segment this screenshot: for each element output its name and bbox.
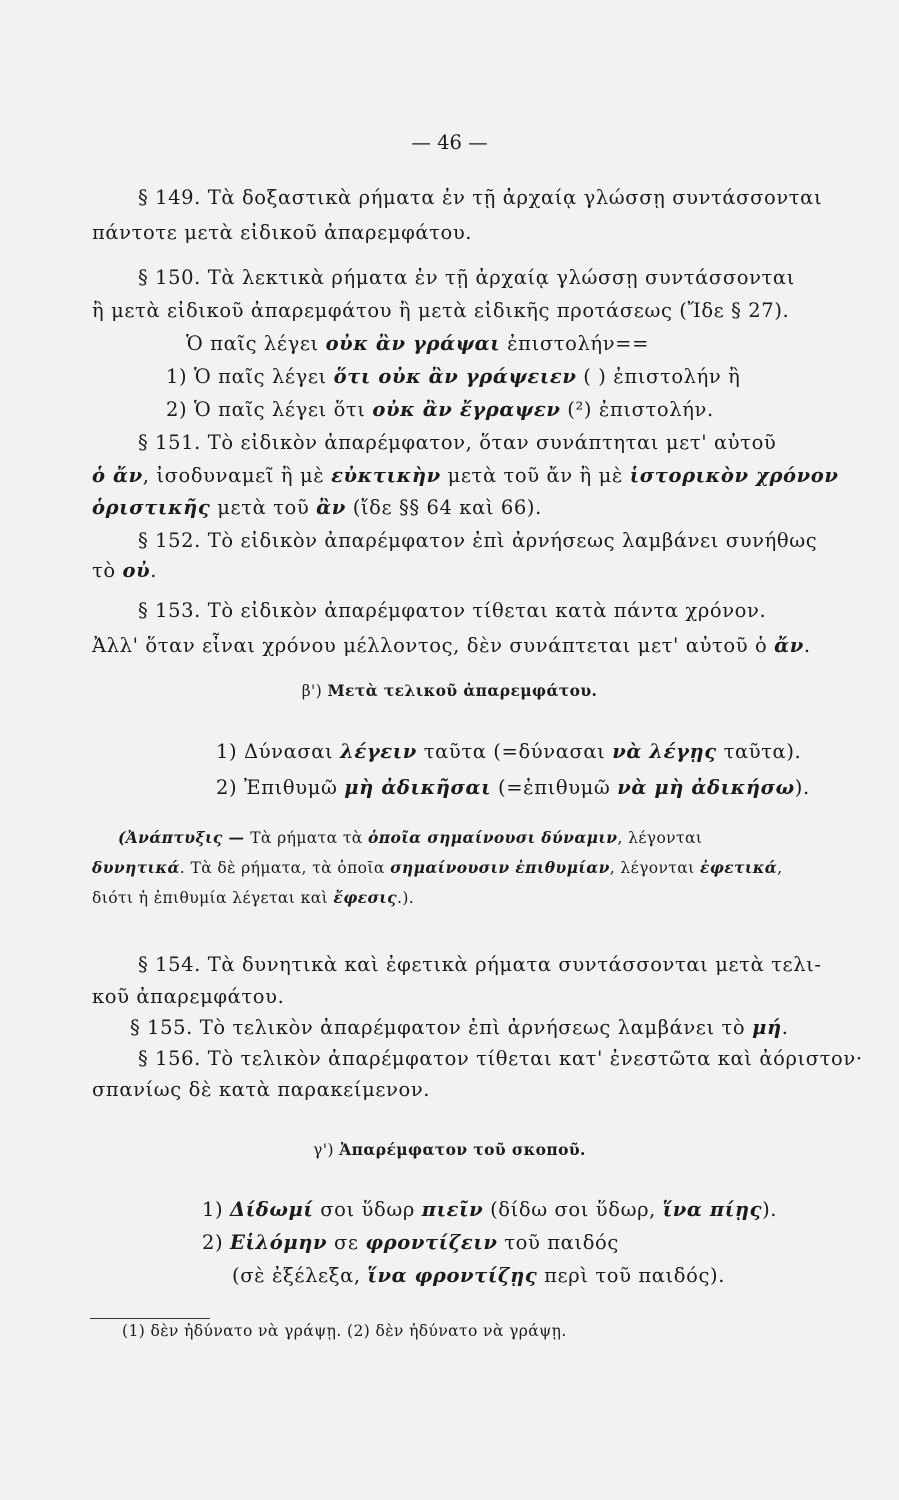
footnotes: (1) δὲν ἠδύνατο νὰ γράψῃ. (2) δὲν ἠδύνατο νὰ γράψῃ. [122,1322,567,1340]
p151-line1: § 151. Τὸ εἰδικὸν ἀπαρέμφατον, ὅταν συνάπτηται μετ' αὐτοῦ [138,431,777,454]
note-line2: δυνητικά. Τὰ δὲ ρήματα, τὰ ὁποῖα σημαίνουσιν ἐπιθυμίαν, λέγονται ἐφετικά, [92,858,783,877]
page-number: — 46 — [411,131,488,154]
p150-line1: § 150. Τὰ λεκτικὰ ρήματα ἐν τῇ ἀρχαίᾳ γλώσσῃ συντάσσονται [138,266,795,289]
p154-line2: κοῦ ἀπαρεμφάτου. [92,985,285,1008]
p151-line3: ὁριστικῆς μετὰ τοῦ ἂν (ἴδε §§ 64 καὶ 66). [92,496,542,519]
footnote-divider [90,1318,210,1319]
section-b-example-1: 1) Δύνασαι λέγειν ταῦτα (=δύνασαι νὰ λέγῃς ταῦτα). [216,740,802,763]
section-b-example-2: 2) Ἐπιθυμῶ μὴ ἀδικῆσαι (=ἐπιθυμῶ νὰ μὴ ἀδικήσω). [216,776,810,799]
note-line3: διότι ἡ ἐπιθυμία λέγεται καὶ ἔφεσις.). [92,888,415,907]
note-line1: (Ἀνάπτυξις — Τὰ ρήματα τὰ ὁποῖα σημαίνουσι δύναμιν, λέγονται [118,828,703,847]
p156-line1: § 156. Τὸ τελικὸν ἀπαρέμφατον τίθεται κατ' ἐνεστῶτα καὶ ἀόριστον· [138,1047,863,1070]
p150-line2: ἢ μετὰ εἰδικοῦ ἀπαρεμφάτου ἢ μετὰ εἰδικῆς προτάσεως (Ἴδε § 27). [92,299,790,322]
p150-example-1: 1) Ὁ παῖς λέγει ὅτι οὐκ ἂν γράψειεν ( ) ἐπιστολήν ἢ [166,365,741,388]
p150-example-2: 2) Ὁ παῖς λέγει ὅτι οὐκ ἂν ἔγραψεν (²) ἐπιστολήν. [166,398,714,421]
p156-line2: σπανίως δὲ κατὰ παρακείμενον. [92,1078,431,1101]
p152-line1: § 152. Τὸ εἰδικὸν ἀπαρέμφατον ἐπὶ ἀρνήσεως λαμβάνει συνήθως [138,529,818,552]
section-g-example-2: 2) Εἱλόμην σε φροντίζειν τοῦ παιδός [202,1231,619,1254]
p149-line2: πάντοτε μετὰ εἰδικοῦ ἀπαρεμφάτου. [92,221,473,244]
section-g-example-1: 1) Δίδωμί σοι ὕδωρ πιεῖν (δίδω σοι ὕδωρ, ἵνα πίῃς). [202,1198,778,1221]
p153-line1: § 153. Τὸ εἰδικὸν ἀπαρέμφατον τίθεται κατὰ πάντα χρόνον. [138,599,767,622]
section-b-heading: β') Μετὰ τελικοῦ ἀπαρεμφάτου. [301,681,598,700]
p153-line2: Ἀλλ' ὅταν εἶναι χρόνου μέλλοντος, δὲν συνάπτεται μετ' αὐτοῦ ὁ ἄν. [92,634,811,657]
p151-line2: ὁ ἄν, ἰσοδυναμεῖ ἢ μὲ εὐκτικὴν μετὰ τοῦ ἄν ἢ μὲ ἱστορικὸν χρόνον [92,464,839,487]
p150-line3: Ὁ παῖς λέγει οὐκ ἂν γράψαι ἐπιστολήν== [186,332,650,355]
section-g-heading: γ') Ἀπαρέμφατον τοῦ σκοποῦ. [313,1140,586,1159]
section-g-example-3: (σὲ ἐξέλεξα, ἵνα φροντίζῃς περὶ τοῦ παιδός). [232,1264,725,1287]
p155-line1: § 155. Τὸ τελικὸν ἀπαρέμφατον ἐπὶ ἀρνήσεως λαμβάνει τὸ μή. [130,1016,789,1039]
p154-line1: § 154. Τὰ δυνητικὰ καὶ ἐφετικὰ ρήματα συντάσσονται μετὰ τελι- [138,953,822,976]
p152-line2: τὸ οὐ. [92,559,158,582]
p149-line1: § 149. Τὰ δοξαστικὰ ρήματα ἐν τῇ ἀρχαίᾳ γλώσσῃ συντάσσονται [138,186,823,209]
